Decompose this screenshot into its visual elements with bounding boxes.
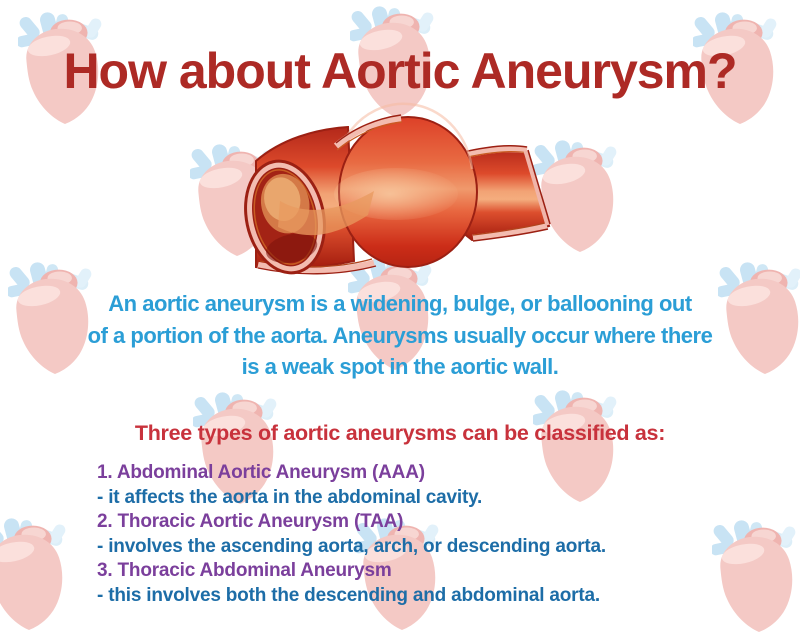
type-2-description: - involves the ascending aorta, arch, or descending aorta. — [97, 535, 606, 557]
type-3-description: - this involves both the descending and abdominal aorta. — [97, 584, 600, 606]
types-list — [97, 461, 606, 609]
type-3-name: 3. Thoracic Abdominal Aneurysm — [97, 560, 392, 582]
intro-paragraph — [0, 288, 800, 383]
types-heading: Three types of aortic aneurysms can be classified as: — [134, 421, 666, 445]
type-1-name: 1. Abdominal Aortic Aneurysm (AAA) — [97, 462, 425, 483]
heart-icon — [0, 517, 67, 630]
type-2-name: 2. Thoracic Aortic Aneurysm (TAA) — [97, 511, 404, 533]
aorta-aneurysm-illustration — [236, 99, 568, 275]
heart-icon — [709, 519, 797, 632]
page-title: How about Aortic Aneurysm? — [63, 43, 737, 99]
intro-line-1: An aortic aneurysm is a widening, bulge, or ballooning out — [108, 291, 692, 316]
intro-line-3: is a weak spot in the aortic wall. — [241, 354, 559, 379]
intro-line-2: of a portion of the aorta. Aneurysms usually occur where there — [87, 322, 713, 348]
type-1-description: - it affects the aorta in the abdominal cavity. — [97, 486, 483, 508]
